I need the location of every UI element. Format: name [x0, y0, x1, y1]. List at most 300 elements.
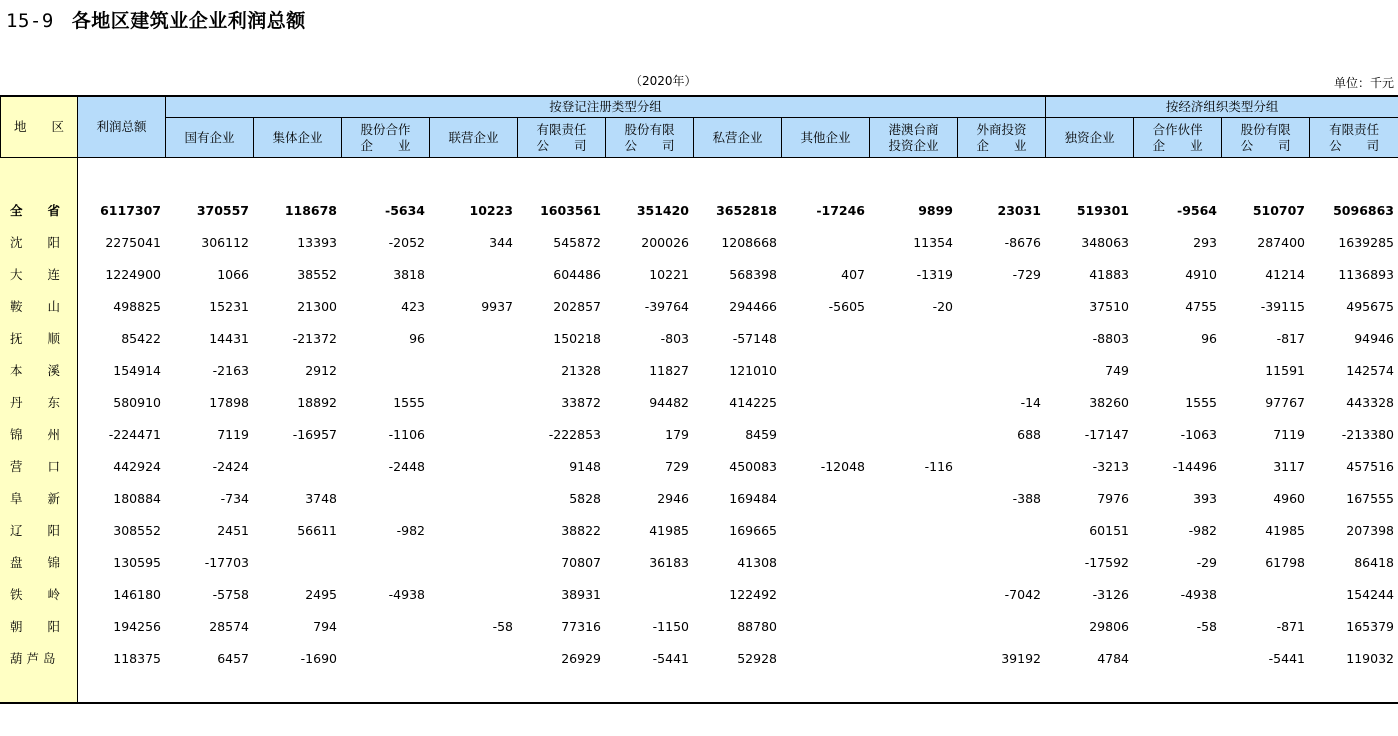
table-cell: 94946: [1354, 330, 1394, 346]
table-cell: -4938: [388, 586, 425, 602]
table-cell: [869, 418, 957, 450]
table-cell: 154914: [113, 362, 161, 378]
table-cell: -1690: [300, 650, 337, 666]
table-cell: 1208668: [721, 234, 777, 250]
table-cell: [341, 610, 429, 642]
table-row: [0, 322, 1398, 354]
header-sub-line: 股份有限: [1240, 121, 1291, 137]
table-row: [0, 546, 1398, 578]
table-row: [0, 226, 1398, 258]
row-region: 沈 阳: [10, 235, 61, 250]
table-cell: [429, 546, 517, 578]
table-cell: [957, 450, 1045, 482]
table-cell: 169484: [729, 490, 777, 506]
table-cell: 1224900: [105, 266, 161, 282]
header-sub-8: [870, 118, 958, 158]
table-cell: -5441: [1268, 650, 1305, 666]
table-cell: 37510: [1089, 298, 1129, 314]
table-cell: -8803: [1092, 330, 1129, 346]
table-cell: 202857: [553, 298, 601, 314]
header-sub-line: 股份合作: [360, 121, 411, 137]
table-cell: [781, 514, 869, 546]
table-cell: 33872: [561, 394, 601, 410]
table-cell: 21300: [297, 298, 337, 314]
table-cell: 142574: [1346, 362, 1394, 378]
table-cell: [869, 578, 957, 610]
table-cell: 70807: [561, 554, 601, 570]
table-cell: 85422: [121, 330, 161, 346]
header-sub-10: [1046, 118, 1134, 158]
header-sub-7: [782, 118, 870, 158]
table-cell: 169665: [729, 522, 777, 538]
table-cell: 118375: [113, 650, 161, 666]
row-region: 锦 州: [10, 427, 61, 442]
table-cell: 17898: [209, 394, 249, 410]
table-cell: [869, 482, 957, 514]
row-region: 盘 锦: [10, 555, 61, 570]
table-cell: [341, 354, 429, 386]
table-cell: 41985: [649, 522, 689, 538]
header-sub-line: 企 业: [976, 137, 1027, 153]
table-row: [0, 610, 1398, 642]
table-cell: 580910: [113, 394, 161, 410]
table-cell: 119032: [1346, 650, 1394, 666]
table-cell: [957, 354, 1045, 386]
table-row: [0, 290, 1398, 322]
table-cell: 7976: [1097, 490, 1129, 506]
table-cell: 1603561: [540, 202, 601, 218]
table-cell: [1133, 642, 1221, 674]
table-cell: [429, 514, 517, 546]
table-cell: -213380: [1341, 426, 1394, 442]
table-cell: 38822: [561, 522, 601, 538]
table-body: [0, 194, 1398, 674]
table-cell: [781, 386, 869, 418]
table-cell: 77316: [561, 618, 601, 634]
table-cell: -116: [924, 458, 953, 474]
table-cell: -982: [396, 522, 425, 538]
table-cell: 21328: [561, 362, 601, 378]
table-cell: [253, 450, 341, 482]
table-cell: [429, 386, 517, 418]
table-cell: 11827: [649, 362, 689, 378]
table-cell: [781, 578, 869, 610]
header-sub-2: [342, 118, 430, 158]
table-cell: [781, 610, 869, 642]
table-cell: 179: [665, 426, 689, 442]
header-group-economic: 按经济组织类型分组: [1046, 96, 1398, 118]
table-cell: 308552: [113, 522, 161, 538]
table-cell: 4784: [1097, 650, 1129, 666]
table-cell: 38931: [561, 586, 601, 602]
table-cell: [781, 354, 869, 386]
table-cell: 3748: [305, 490, 337, 506]
table-cell: 29806: [1089, 618, 1129, 634]
table-cell: -17246: [816, 202, 865, 218]
table-cell: 7119: [1273, 426, 1305, 442]
table-cell: -222853: [548, 426, 601, 442]
table-cell: -39115: [1260, 298, 1305, 314]
table-cell: 9937: [481, 298, 513, 314]
table-cell: [957, 610, 1045, 642]
table-cell: [781, 482, 869, 514]
table-cell: 10221: [649, 266, 689, 282]
table-cell: 6117307: [100, 202, 161, 218]
table-row: [0, 258, 1398, 290]
table-row: [0, 418, 1398, 450]
table-cell: -21372: [292, 330, 337, 346]
table-cell: 96: [1201, 330, 1217, 346]
table-cell: 207398: [1346, 522, 1394, 538]
table-cell: [781, 642, 869, 674]
table-cell: [429, 578, 517, 610]
data-table-frame: [0, 95, 1398, 704]
table-cell: -3126: [1092, 586, 1129, 602]
header-sub-5: [606, 118, 694, 158]
table-cell: 510707: [1252, 202, 1305, 218]
table-cell: [869, 546, 957, 578]
row-region: 抚 顺: [10, 331, 61, 346]
row-region: 铁 岭: [10, 587, 61, 602]
table-cell: 6457: [217, 650, 249, 666]
region-column-divider: [77, 95, 78, 703]
table-cell: 457516: [1346, 458, 1394, 474]
table-cell: [429, 258, 517, 290]
header-sub-line: 国有企业: [184, 129, 235, 145]
header-sub-line: 股份有限: [624, 121, 675, 137]
table-cell: -39764: [644, 298, 689, 314]
table-cell: 167555: [1346, 490, 1394, 506]
table-cell: 5828: [569, 490, 601, 506]
table-cell: 4755: [1185, 298, 1217, 314]
table-cell: [341, 482, 429, 514]
table-cell: [869, 386, 957, 418]
table-header: [0, 95, 1398, 158]
table-cell: 41883: [1089, 266, 1129, 282]
table-bottom-rule: [0, 702, 1398, 704]
table-cell: 10223: [469, 202, 513, 218]
table-cell: 13393: [297, 234, 337, 250]
table-row: [0, 514, 1398, 546]
table-cell: -2448: [388, 458, 425, 474]
header-sub-line: 企 业: [1152, 137, 1203, 153]
table-number: 15-9: [6, 10, 54, 32]
table-cell: [957, 514, 1045, 546]
table-cell: [605, 578, 693, 610]
table-cell: [429, 450, 517, 482]
table-cell: [781, 546, 869, 578]
header-sub-line: 公 司: [624, 137, 675, 153]
table-cell: 97767: [1265, 394, 1305, 410]
header-sub-line: 港澳台商: [888, 121, 939, 137]
table-cell: [957, 322, 1045, 354]
table-cell: -2052: [388, 234, 425, 250]
table-cell: -17147: [1084, 426, 1129, 442]
row-region: 辽 阳: [10, 523, 61, 538]
table-row: [0, 386, 1398, 418]
unit-label: 单位：千元: [1333, 76, 1394, 90]
table-cell: 423: [401, 298, 425, 314]
table-cell: [1133, 354, 1221, 386]
table-cell: -8676: [1004, 234, 1041, 250]
table-cell: -2163: [212, 362, 249, 378]
table-cell: -16957: [292, 426, 337, 442]
header-sub-9: [958, 118, 1046, 158]
header-region: 地 区: [1, 96, 78, 158]
table-cell: 498825: [113, 298, 161, 314]
table-cell: 351420: [636, 202, 689, 218]
table-cell: -3213: [1092, 458, 1129, 474]
table-cell: 688: [1017, 426, 1041, 442]
table-cell: 370557: [196, 202, 249, 218]
table-cell: 38260: [1089, 394, 1129, 410]
header-sub-0: [166, 118, 254, 158]
table-cell: -1063: [1180, 426, 1217, 442]
table-cell: [957, 290, 1045, 322]
table-cell: 4910: [1185, 266, 1217, 282]
table-cell: 165379: [1346, 618, 1394, 634]
table-cell: -803: [660, 330, 689, 346]
header-sub-6: [694, 118, 782, 158]
table-row: [0, 194, 1398, 226]
table-cell: 200026: [641, 234, 689, 250]
table-cell: -5441: [652, 650, 689, 666]
table-cell: 495675: [1346, 298, 1394, 314]
header-sub-line: 合作伙伴: [1152, 121, 1203, 137]
row-region: 鞍 山: [10, 299, 61, 314]
table-cell: 442924: [113, 458, 161, 474]
header-group-registration: 按登记注册类型分组: [166, 96, 1046, 118]
table-cell: [253, 546, 341, 578]
table-cell: -7042: [1004, 586, 1041, 602]
table-cell: 393: [1193, 490, 1217, 506]
table-cell: 287400: [1257, 234, 1305, 250]
table-cell: 18892: [297, 394, 337, 410]
table-cell: -1106: [388, 426, 425, 442]
header-sub-line: 集体企业: [272, 129, 323, 145]
table-cell: -388: [1012, 490, 1041, 506]
table-cell: 568398: [729, 266, 777, 282]
table-cell: -5634: [385, 202, 425, 218]
header-sub-12: [1222, 118, 1310, 158]
table-cell: 749: [1105, 362, 1129, 378]
table-cell: 41985: [1265, 522, 1305, 538]
table-cell: -58: [1196, 618, 1217, 634]
header-sub-11: [1134, 118, 1222, 158]
header-sub-line: 其他企业: [800, 129, 851, 145]
table-cell: -1150: [652, 618, 689, 634]
table-cell: 5096863: [1333, 202, 1394, 218]
table-cell: 118678: [284, 202, 337, 218]
table-cell: 604486: [553, 266, 601, 282]
table-cell: 122492: [729, 586, 777, 602]
table-cell: 7119: [217, 426, 249, 442]
table-cell: 60151: [1089, 522, 1129, 538]
table-cell: 94482: [649, 394, 689, 410]
table-cell: 3117: [1273, 458, 1305, 474]
table-cell: 294466: [729, 298, 777, 314]
table-cell: 28574: [209, 618, 249, 634]
table-cell: 729: [665, 458, 689, 474]
table-cell: -982: [1188, 522, 1217, 538]
table-cell: [869, 610, 957, 642]
row-region: 营 口: [10, 459, 61, 474]
table-cell: 1066: [217, 266, 249, 282]
table-cell: 154244: [1346, 586, 1394, 602]
table-cell: -734: [220, 490, 249, 506]
table-cell: [869, 642, 957, 674]
table-cell: 2451: [217, 522, 249, 538]
table-cell: 306112: [201, 234, 249, 250]
table-cell: -1319: [916, 266, 953, 282]
header-sub-line: 公 司: [1329, 137, 1380, 153]
table-cell: [429, 354, 517, 386]
table-cell: [957, 546, 1045, 578]
table-cell: 1136893: [1338, 266, 1394, 282]
table-cell: 519301: [1076, 202, 1129, 218]
table-cell: 15231: [209, 298, 249, 314]
table-row: [0, 450, 1398, 482]
table-cell: 443328: [1346, 394, 1394, 410]
table-cell: [429, 642, 517, 674]
table-cell: -17703: [204, 554, 249, 570]
header-sub-3: [430, 118, 518, 158]
table-cell: 293: [1193, 234, 1217, 250]
table-cell: 1639285: [1338, 234, 1394, 250]
table-cell: 96: [409, 330, 425, 346]
row-region: 朝 阳: [10, 619, 61, 634]
table-row: [0, 578, 1398, 610]
table-cell: [869, 354, 957, 386]
table-cell: 56611: [297, 522, 337, 538]
year-label: （2020年）: [630, 74, 697, 88]
table-cell: -224471: [108, 426, 161, 442]
table-row: [0, 482, 1398, 514]
table-cell: -12048: [820, 458, 865, 474]
table-cell: -14: [1020, 394, 1041, 410]
table-cell: 23031: [997, 202, 1041, 218]
table-cell: [341, 642, 429, 674]
table-cell: 450083: [729, 458, 777, 474]
table-row: [0, 642, 1398, 674]
header-sub-13: [1310, 118, 1398, 158]
table-cell: -58: [492, 618, 513, 634]
table-cell: 1555: [393, 394, 425, 410]
table-cell: [781, 322, 869, 354]
table-cell: -729: [1012, 266, 1041, 282]
row-region: 大 连: [10, 267, 61, 282]
table-cell: 4960: [1273, 490, 1305, 506]
table-cell: 146180: [113, 586, 161, 602]
table-cell: 344: [489, 234, 513, 250]
table-cell: 14431: [209, 330, 249, 346]
table-cell: 9899: [918, 202, 953, 218]
table-cell: -5605: [828, 298, 865, 314]
table-cell: 2912: [305, 362, 337, 378]
table-cell: 38552: [297, 266, 337, 282]
table-cell: [1221, 578, 1309, 610]
header-sub-line: 私营企业: [712, 129, 763, 145]
table-cell: -9564: [1177, 202, 1217, 218]
header-sub-line: 独资企业: [1064, 129, 1115, 145]
header-sub-line: 有限责任: [1329, 121, 1380, 137]
table-cell: 11591: [1265, 362, 1305, 378]
table-cell: 52928: [737, 650, 777, 666]
table-cell: 8459: [745, 426, 777, 442]
table-cell: 794: [313, 618, 337, 634]
row-region: 丹 东: [10, 395, 61, 410]
table-cell: 3652818: [716, 202, 777, 218]
table-cell: -29: [1196, 554, 1217, 570]
table-cell: 41308: [737, 554, 777, 570]
row-region: 葫 芦 岛: [10, 651, 56, 666]
table-cell: [429, 322, 517, 354]
table-cell: 41214: [1265, 266, 1305, 282]
table-cell: -57148: [732, 330, 777, 346]
table-cell: 3818: [393, 266, 425, 282]
table-cell: 180884: [113, 490, 161, 506]
table-cell: 61798: [1265, 554, 1305, 570]
header-sub-line: 公 司: [536, 137, 587, 153]
table-cell: 26929: [561, 650, 601, 666]
table-cell: [869, 322, 957, 354]
table-cell: [429, 482, 517, 514]
table-cell: [781, 418, 869, 450]
table-cell: -5758: [212, 586, 249, 602]
table-cell: 348063: [1081, 234, 1129, 250]
table-cell: -20: [932, 298, 953, 314]
table-cell: 9148: [569, 458, 601, 474]
row-region: 阜 新: [10, 491, 61, 506]
table-cell: 2275041: [105, 234, 161, 250]
table-cell: 86418: [1354, 554, 1394, 570]
table-cell: 545872: [553, 234, 601, 250]
table-cell: 39192: [1001, 650, 1041, 666]
header-total: 利润总额: [78, 96, 166, 158]
row-region: 本 溪: [10, 363, 61, 378]
table-cell: 1555: [1185, 394, 1217, 410]
header-sub-line: 企 业: [360, 137, 411, 153]
table-cell: 11354: [913, 234, 953, 250]
table-cell: 36183: [649, 554, 689, 570]
table-cell: -17592: [1084, 554, 1129, 570]
table-cell: [429, 418, 517, 450]
table-cell: 2495: [305, 586, 337, 602]
table-cell: -871: [1276, 618, 1305, 634]
table-cell: 150218: [553, 330, 601, 346]
page-title: [6, 6, 306, 33]
header-sub-1: [254, 118, 342, 158]
header-sub-line: 外商投资: [976, 121, 1027, 137]
table-cell: 414225: [729, 394, 777, 410]
header-sub-line: 有限责任: [536, 121, 587, 137]
header-sub-line: 投资企业: [888, 137, 939, 153]
table-cell: [869, 514, 957, 546]
row-region: 全 省: [10, 203, 61, 218]
header-sub-4: [518, 118, 606, 158]
table-title: 各地区建筑业企业利润总额: [71, 10, 306, 32]
table-top-rule: [0, 95, 1398, 97]
table-cell: -2424: [212, 458, 249, 474]
table-cell: 121010: [729, 362, 777, 378]
table-row: [0, 354, 1398, 386]
table-cell: [781, 226, 869, 258]
table-cell: -14496: [1172, 458, 1217, 474]
table-cell: 130595: [113, 554, 161, 570]
table-cell: -4938: [1180, 586, 1217, 602]
header-sub-line: 公 司: [1240, 137, 1291, 153]
header-sub-line: 联营企业: [448, 129, 499, 145]
